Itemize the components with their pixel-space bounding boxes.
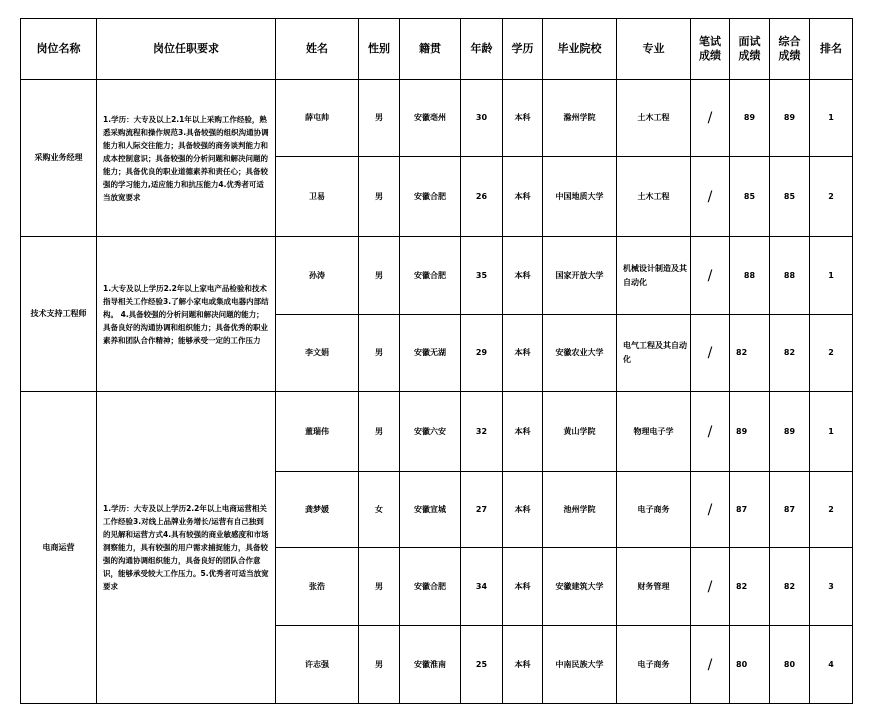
age-cell: 34 [461, 548, 503, 626]
school-cell: 池州学院 [543, 472, 617, 548]
requirement-cell: 1.大专及以上学历2.2年以上家电产品检验和技术指导相关工作经验3.了解小家电或集成电器内部结构。 4.具备较强的分析问题和解决问题的能力；具备良好的沟通协调和组织能力；具备优秀的职业素养和团队合作精神；能够承受一定的工作压力 [97, 237, 276, 392]
written-score-cell: / [691, 548, 730, 626]
gender-cell: 男 [359, 626, 400, 704]
gender-cell: 女 [359, 472, 400, 548]
interview-score-cell: 89 [730, 80, 770, 157]
requirement-cell: 1.学历：大专及以上2.1年以上采购工作经验，熟悉采购流程和操作规范3.具备较强的组织沟通协调能力和人际交往能力；具备较强的商务谈判能力和成本控制意识；具备较强的分析问题和解决问题的能力；具备优良的职业道德素养和责任心；具备较强的学习能力,适应能力和抗压能力4.优秀者可适当放宽要求 [97, 80, 276, 237]
total-score-cell: 89 [770, 80, 810, 157]
name-cell: 卫易 [276, 157, 359, 237]
written-score-cell: / [691, 626, 730, 704]
written-score-cell: / [691, 392, 730, 472]
header-education: 学历 [503, 19, 543, 80]
interview-score-cell: 88 [730, 237, 770, 315]
origin-cell: 安徽六安 [400, 392, 461, 472]
age-cell: 35 [461, 237, 503, 315]
name-cell: 张浩 [276, 548, 359, 626]
name-cell: 龚梦媛 [276, 472, 359, 548]
position-cell: 采购业务经理 [21, 80, 97, 237]
gender-cell: 男 [359, 80, 400, 157]
header-gender: 性别 [359, 19, 400, 80]
position-cell: 电商运营 [21, 392, 97, 704]
gender-cell: 男 [359, 392, 400, 472]
origin-cell: 安徽淮南 [400, 626, 461, 704]
education-cell: 本科 [503, 157, 543, 237]
header-major: 专业 [617, 19, 691, 80]
major-cell: 机械设计制造及其自动化 [617, 237, 691, 315]
header-total-score: 综合 成绩 [770, 19, 810, 80]
written-score-cell: / [691, 80, 730, 157]
total-score-cell: 88 [770, 237, 810, 315]
interview-score-cell: 82 [730, 315, 770, 392]
rank-cell: 1 [810, 80, 853, 157]
table-row [21, 392, 853, 472]
origin-cell: 安徽宣城 [400, 472, 461, 548]
gender-cell: 男 [359, 237, 400, 315]
name-cell: 李文娟 [276, 315, 359, 392]
origin-cell: 安徽无湖 [400, 315, 461, 392]
education-cell: 本科 [503, 626, 543, 704]
origin-cell: 安徽亳州 [400, 80, 461, 157]
education-cell: 本科 [503, 80, 543, 157]
major-cell: 财务管理 [617, 548, 691, 626]
origin-cell: 安徽合肥 [400, 237, 461, 315]
header-interview-score: 面试 成绩 [730, 19, 770, 80]
position-cell: 技术支持工程师 [21, 237, 97, 392]
rank-cell: 1 [810, 392, 853, 472]
header-written-score: 笔试 成绩 [691, 19, 730, 80]
age-cell: 29 [461, 315, 503, 392]
total-score-cell: 82 [770, 315, 810, 392]
age-cell: 26 [461, 157, 503, 237]
age-cell: 27 [461, 472, 503, 548]
gender-cell: 男 [359, 157, 400, 237]
candidate-table [20, 18, 853, 704]
total-score-cell: 80 [770, 626, 810, 704]
interview-score-cell: 82 [730, 548, 770, 626]
header-rank: 排名 [810, 19, 853, 80]
school-cell: 滁州学院 [543, 80, 617, 157]
table-row [21, 80, 853, 157]
major-cell: 电子商务 [617, 472, 691, 548]
interview-score-cell: 85 [730, 157, 770, 237]
interview-score-cell: 87 [730, 472, 770, 548]
header-requirement: 岗位任职要求 [97, 19, 276, 80]
rank-cell: 2 [810, 157, 853, 237]
school-cell: 中国地质大学 [543, 157, 617, 237]
written-score-cell: / [691, 237, 730, 315]
header-row [21, 19, 853, 80]
interview-score-cell: 89 [730, 392, 770, 472]
major-cell: 物理电子学 [617, 392, 691, 472]
age-cell: 32 [461, 392, 503, 472]
school-cell: 安徽农业大学 [543, 315, 617, 392]
header-age: 年龄 [461, 19, 503, 80]
school-cell: 国家开放大学 [543, 237, 617, 315]
major-cell: 土木工程 [617, 80, 691, 157]
age-cell: 30 [461, 80, 503, 157]
name-cell: 董瑞伟 [276, 392, 359, 472]
school-cell: 安徽建筑大学 [543, 548, 617, 626]
written-score-cell: / [691, 157, 730, 237]
major-cell: 电子商务 [617, 626, 691, 704]
header-position: 岗位名称 [21, 19, 97, 80]
rank-cell: 3 [810, 548, 853, 626]
gender-cell: 男 [359, 548, 400, 626]
written-score-cell: / [691, 315, 730, 392]
major-cell: 电气工程及其自动化 [617, 315, 691, 392]
rank-cell: 4 [810, 626, 853, 704]
school-cell: 黄山学院 [543, 392, 617, 472]
education-cell: 本科 [503, 237, 543, 315]
name-cell: 孙涛 [276, 237, 359, 315]
age-cell: 25 [461, 626, 503, 704]
header-name: 姓名 [276, 19, 359, 80]
rank-cell: 2 [810, 315, 853, 392]
total-score-cell: 85 [770, 157, 810, 237]
rank-cell: 2 [810, 472, 853, 548]
table-row [21, 237, 853, 315]
school-cell: 中南民族大学 [543, 626, 617, 704]
total-score-cell: 87 [770, 472, 810, 548]
written-score-cell: / [691, 472, 730, 548]
header-origin: 籍贯 [400, 19, 461, 80]
major-cell: 土木工程 [617, 157, 691, 237]
education-cell: 本科 [503, 548, 543, 626]
header-school: 毕业院校 [543, 19, 617, 80]
total-score-cell: 89 [770, 392, 810, 472]
interview-score-cell: 80 [730, 626, 770, 704]
requirement-cell: 1.学历：大专及以上学历2.2年以上电商运营相关工作经验3.对线上品牌业务增长/运营有自己独到的见解和运营方式4.具有较强的商业敏感度和市场洞察能力，具有较强的用户需求捕捉能力，具备较强的沟通协调组织能力，具备良好的团队合作意识，能够承受较大工作压力。5.优秀者可适当放宽要求 [97, 392, 276, 704]
origin-cell: 安徽合肥 [400, 548, 461, 626]
gender-cell: 男 [359, 315, 400, 392]
education-cell: 本科 [503, 392, 543, 472]
education-cell: 本科 [503, 472, 543, 548]
education-cell: 本科 [503, 315, 543, 392]
origin-cell: 安徽合肥 [400, 157, 461, 237]
rank-cell: 1 [810, 237, 853, 315]
name-cell: 许志强 [276, 626, 359, 704]
name-cell: 薛屯帅 [276, 80, 359, 157]
total-score-cell: 82 [770, 548, 810, 626]
